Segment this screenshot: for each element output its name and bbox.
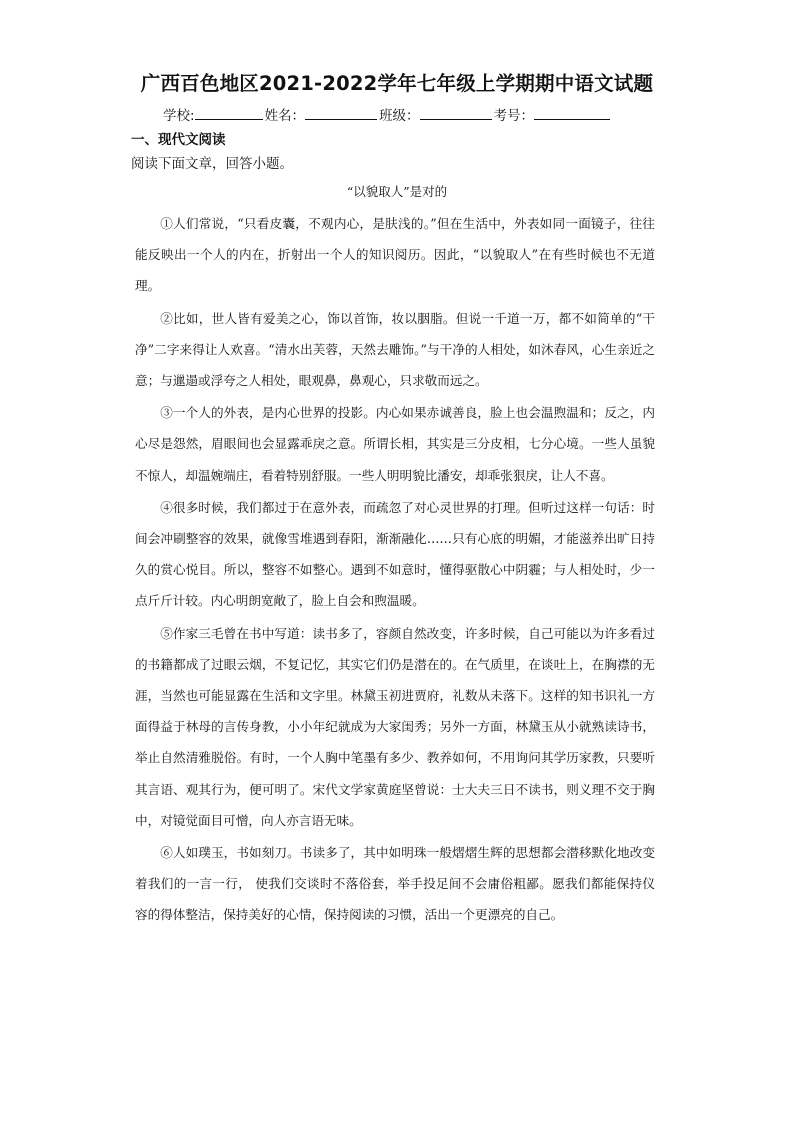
- school-field[interactable]: [195, 107, 263, 120]
- exam-number-label: 考号：: [493, 108, 535, 124]
- exam-number-field[interactable]: [534, 107, 610, 120]
- article-title: “以貌取人”是对的: [346, 184, 448, 199]
- paragraph-2: ②比如，世人皆有爱美之心，饰以首饰，妆以胭脂。但说一千道一万，都不如简单的“干净”二字来得让人欢喜。“清水出芙蓉，天然去雕饰。”与干净的人相处，如沐春风，心生亲近之意；与邋遢或浮夸之人相处，眼观鼻，鼻观心，只求敬而远之。: [135, 310, 655, 389]
- name-field[interactable]: [305, 107, 377, 120]
- class-field[interactable]: [420, 107, 492, 120]
- section-heading: 一、现代文阅读: [131, 132, 226, 148]
- paragraph-4: ④很多时候，我们都过于在意外表，而疏忽了对心灵世界的打理。但听过这样一句话：时间会冲刷整容的效果，就像雪堆遇到春阳，渐渐融化……只有心底的明媚，才能滋养出旷日持久的赏心悦目。所以，整容不如整心。遇到不如意时，懂得驱散心中阴霾；与人相处时，少一点斤斤计较。内心明朗宽敞了，脸上自会和煦温暖。: [135, 499, 655, 609]
- paragraph-1: ①人们常说，“只看皮囊，不观内心，是肤浅的。”但在生活中，外表如同一面镜子，往往能反映出一个人的内在，折射出一个人的知识阅历。因此，“以貌取人”在有些时候也不无道理。: [135, 216, 655, 294]
- school-label: 学校:: [163, 108, 195, 124]
- paragraph-5: ⑤作家三毛曾在书中写道：读书多了，容颜自然改变，许多时候，自己可能以为许多看过的书籍都成了过眼云烟，不复记忆，其实它们仍是潜在的。在气质里，在谈吐上，在胸襟的无涯，当然也可能显露在生活和文字里。林黛玉初进贾府，礼数从未落下。这样的知书识礼一方面得益于林母的言传身教，小小年纪就成为大家闺秀；另外一方面，林黛玉从小就熟读诗书，举止自然清雅脱俗。有时，一个人胸中笔墨有多少、教养如何，不用询问其学历家教，只要听其言语、观其行为，便可明了。宋代文学家黄庭坚曾说：士大夫三日不读书，则义理不交于胸中，对镜觉面目可憎，向人亦言语无味。: [135, 625, 655, 828]
- student-info-line: [163, 104, 663, 124]
- section-instruction: 阅读下面文章，回答小题。: [131, 156, 293, 172]
- paragraph-3: ③一个人的外表，是内心世界的投影。内心如果赤诚善良，脸上也会温煦温和；反之，内心尽是怨然，眉眼间也会显露乖戾之意。所谓长相，其实是三分皮相，七分心境。一些人虽貌不惊人，却温婉端庄，看着特别舒服。一些人明明貌比潘安，却乖张狠戾，让人不喜。: [135, 405, 655, 483]
- paragraph-6: ⑥人如璞玉，书如刻刀。书读多了，其中如明珠一般熠熠生辉的思想都会潜移默化地改变着我们的一言一行， 使我们交谈时不落俗套，举手投足间不会庸俗粗鄙。愿我们都能保持仪容的得体整洁，保持美好的心情，保持阅读的习惯，活出一个更漂亮的自己。: [135, 845, 655, 923]
- name-label: 姓名：: [264, 108, 306, 124]
- exam-title: 广西百色地区2021-2022学年七年级上学期期中语文试题: [140, 72, 654, 95]
- class-label: 班级：: [379, 108, 420, 124]
- article-body: [135, 208, 655, 932]
